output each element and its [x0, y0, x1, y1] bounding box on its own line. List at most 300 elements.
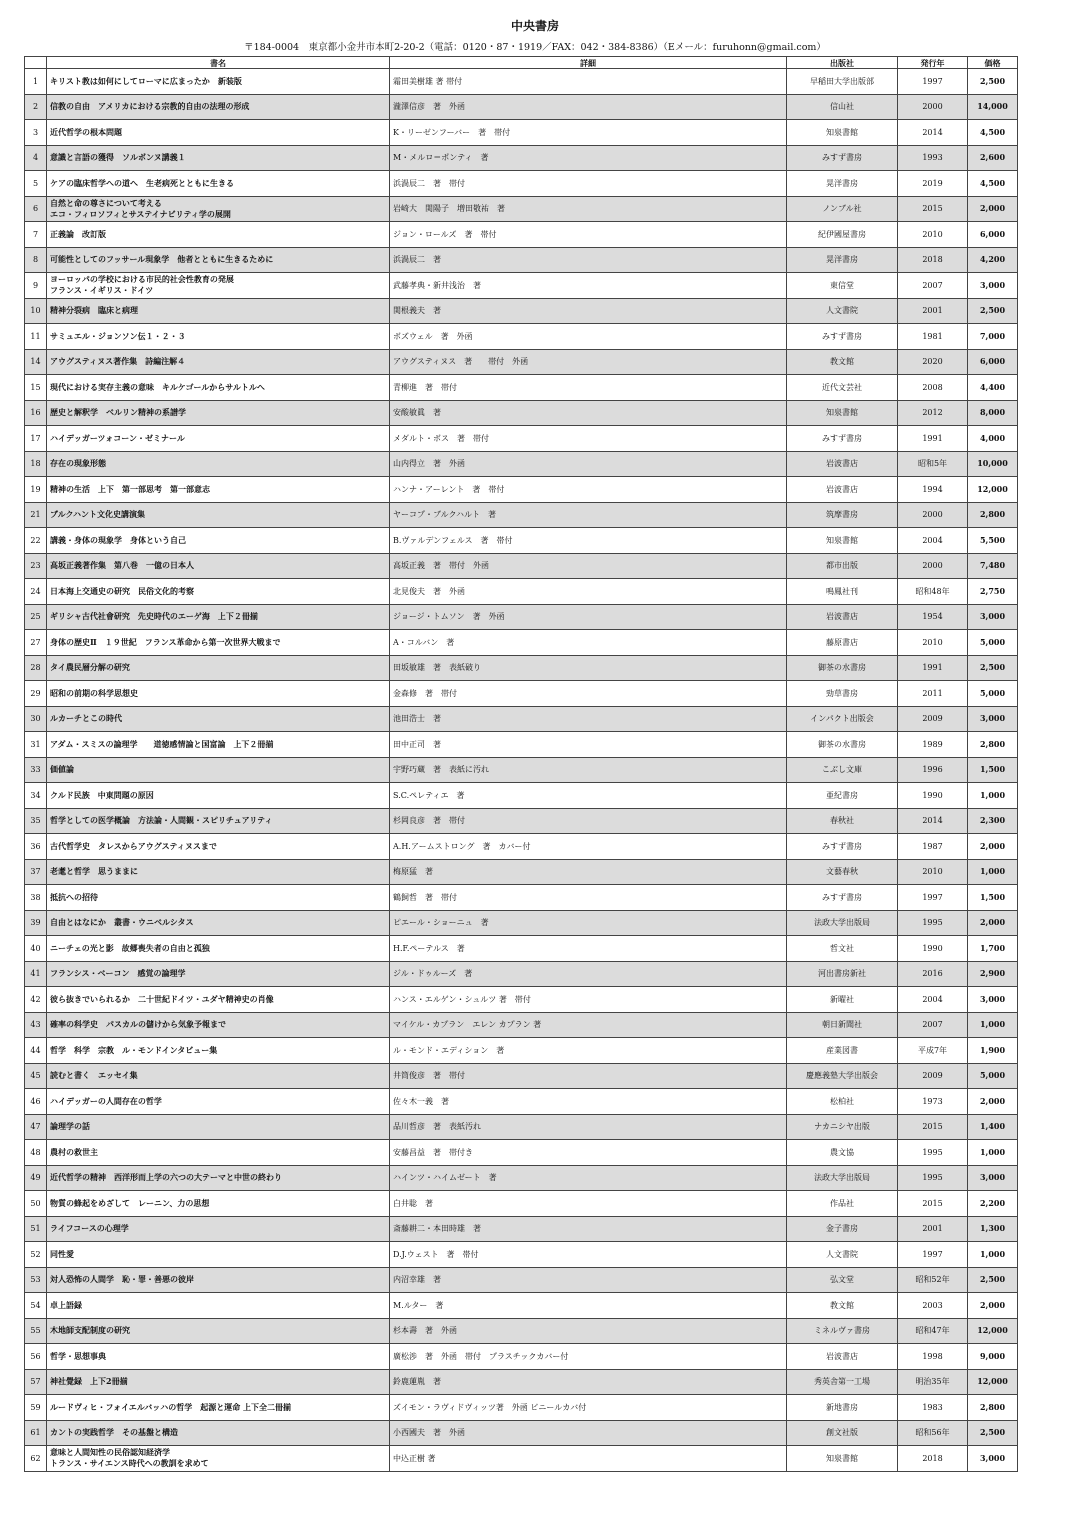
book-publisher: 慶應義塾大学出版会	[787, 1063, 898, 1089]
book-title: 哲学 科学 宗教 ル・モンドインタビュー集	[47, 1038, 390, 1064]
book-publisher: 農文協	[787, 1140, 898, 1166]
row-number: 3	[25, 120, 47, 146]
row-number: 27	[25, 630, 47, 656]
table-row	[25, 859, 1018, 885]
table-row	[25, 273, 1018, 299]
book-detail: ハンナ・アーレント 著 帯付	[390, 477, 787, 503]
book-detail: ジョージ・トムソン 著 外函	[390, 604, 787, 630]
book-publisher: 河出書房新社	[787, 961, 898, 987]
row-number: 43	[25, 1012, 47, 1038]
table-row	[25, 171, 1018, 197]
book-publisher: 知泉書館	[787, 120, 898, 146]
book-price: 14,000	[968, 94, 1018, 120]
book-title: ルカーチとこの時代	[47, 706, 390, 732]
book-title: キリスト教は如何にしてローマに広まったか 新装版	[47, 69, 390, 95]
book-price: 1,000	[968, 1242, 1018, 1268]
book-price: 2,800	[968, 1395, 1018, 1421]
book-publisher: 作品社	[787, 1191, 898, 1217]
book-detail: M・メルロ＝ポンティ 著	[390, 145, 787, 171]
book-price: 2,500	[968, 1267, 1018, 1293]
book-price: 2,800	[968, 732, 1018, 758]
book-price: 4,500	[968, 120, 1018, 146]
row-number: 29	[25, 681, 47, 707]
book-title: 講義・身体の現象学 身体という自己	[47, 528, 390, 554]
book-detail: A.H.アームストロング 著 カバー付	[390, 834, 787, 860]
book-title: 彼ら抜きでいられるか 二十世紀ドイツ・ユダヤ精神史の肖像	[47, 987, 390, 1013]
book-title: 物質の蜂起をめざして レーニン、力の思想	[47, 1191, 390, 1217]
row-number: 44	[25, 1038, 47, 1064]
book-year: 2019	[898, 171, 968, 197]
table-row	[25, 936, 1018, 962]
book-price: 1,000	[968, 1012, 1018, 1038]
book-publisher: 知泉書館	[787, 1446, 898, 1472]
book-title: 読むと書く エッセイ集	[47, 1063, 390, 1089]
header-publisher: 出版社	[787, 57, 898, 69]
row-number: 39	[25, 910, 47, 936]
book-price: 3,000	[968, 604, 1018, 630]
table-row	[25, 426, 1018, 452]
book-publisher: 藤原書店	[787, 630, 898, 656]
table-row	[25, 247, 1018, 273]
row-number: 35	[25, 808, 47, 834]
table-row	[25, 1038, 1018, 1064]
book-title: 正義論 改訂版	[47, 222, 390, 248]
book-detail: K・リーゼンフーバー 著 帯付	[390, 120, 787, 146]
book-price: 2,500	[968, 1420, 1018, 1446]
book-price: 3,000	[968, 706, 1018, 732]
book-price: 1,300	[968, 1216, 1018, 1242]
book-year: 2000	[898, 502, 968, 528]
book-publisher: 新地書房	[787, 1395, 898, 1421]
book-price: 5,500	[968, 528, 1018, 554]
book-title: 古代哲学史 タレスからアウグスティヌスまで	[47, 834, 390, 860]
row-number: 2	[25, 94, 47, 120]
book-year: 2010	[898, 222, 968, 248]
book-year: 2016	[898, 961, 968, 987]
book-year: 2008	[898, 375, 968, 401]
table-row	[25, 1318, 1018, 1344]
book-detail: 梅原猛 著	[390, 859, 787, 885]
table-row	[25, 732, 1018, 758]
table-row	[25, 528, 1018, 554]
book-detail: 霜田美樹雄 著 帯付	[390, 69, 787, 95]
book-year: 2015	[898, 1114, 968, 1140]
row-number: 23	[25, 553, 47, 579]
book-detail: ル・モンド・エディション 著	[390, 1038, 787, 1064]
row-number: 1	[25, 69, 47, 95]
book-title: ハイデッガーツォコーン・ゼミナール	[47, 426, 390, 452]
header-detail: 詳細	[390, 57, 787, 69]
book-detail: 岩崎大 関陽子 増田敬祐 著	[390, 196, 787, 222]
header-price: 価格	[968, 57, 1018, 69]
row-number: 10	[25, 298, 47, 324]
book-title: 確率の科学史 パスカルの儲けから気象予報まで	[47, 1012, 390, 1038]
table-row	[25, 1395, 1018, 1421]
book-price: 4,200	[968, 247, 1018, 273]
book-detail: ハンス・エルゲン・シュルツ 著 帯付	[390, 987, 787, 1013]
book-title: 可能性としてのフッサール現象学 他者とともに生きるために	[47, 247, 390, 273]
book-price: 2,000	[968, 1089, 1018, 1115]
book-year: 2018	[898, 1446, 968, 1472]
book-year: 2007	[898, 273, 968, 299]
row-number: 28	[25, 655, 47, 681]
book-publisher: こぶし文庫	[787, 757, 898, 783]
book-price: 5,000	[968, 1063, 1018, 1089]
book-detail: ズイモン・ラヴィドヴィッツ著 外函 ビニールカバ付	[390, 1395, 787, 1421]
book-detail: マイケル・カプラン エレン カプラン 著	[390, 1012, 787, 1038]
book-detail: 浜渦辰二 著 帯付	[390, 171, 787, 197]
book-price: 2,500	[968, 655, 1018, 681]
book-title: 高坂正義著作集 第八巻 一億の日本人	[47, 553, 390, 579]
book-title: ケアの臨床哲学への道へ 生老病死とともに生きる	[47, 171, 390, 197]
row-number: 24	[25, 579, 47, 605]
table-row	[25, 69, 1018, 95]
book-price: 5,000	[968, 681, 1018, 707]
book-year: 2003	[898, 1293, 968, 1319]
book-price: 1,500	[968, 757, 1018, 783]
book-title: ブルクハント文化史講演集	[47, 502, 390, 528]
book-title: カントの実践哲学 その基盤と構造	[47, 1420, 390, 1446]
book-publisher: 教文館	[787, 349, 898, 375]
book-price: 2,000	[968, 910, 1018, 936]
table-header-row	[25, 57, 1018, 69]
table-row	[25, 783, 1018, 809]
book-publisher: 晃洋書房	[787, 247, 898, 273]
book-publisher: 人文書院	[787, 1242, 898, 1268]
book-price: 1,400	[968, 1114, 1018, 1140]
book-year: 1995	[898, 1165, 968, 1191]
book-price: 3,000	[968, 1165, 1018, 1191]
book-price: 12,000	[968, 1369, 1018, 1395]
book-year: 1973	[898, 1089, 968, 1115]
book-year: 2018	[898, 247, 968, 273]
row-number: 41	[25, 961, 47, 987]
book-publisher: 法政大学出版局	[787, 910, 898, 936]
table-row	[25, 553, 1018, 579]
book-year: 1954	[898, 604, 968, 630]
book-publisher: 早稲田大学出版部	[787, 69, 898, 95]
table-row	[25, 324, 1018, 350]
row-number: 7	[25, 222, 47, 248]
book-publisher: 勁草書房	[787, 681, 898, 707]
book-price: 2,800	[968, 502, 1018, 528]
table-row	[25, 375, 1018, 401]
row-number: 55	[25, 1318, 47, 1344]
row-number: 6	[25, 196, 47, 222]
book-publisher: 文藝春秋	[787, 859, 898, 885]
row-number: 48	[25, 1140, 47, 1166]
book-title: 老耄と哲学 思うままに	[47, 859, 390, 885]
book-price: 4,500	[968, 171, 1018, 197]
table-body	[25, 69, 1018, 1472]
book-title: 存在の現象形態	[47, 451, 390, 477]
table-row	[25, 349, 1018, 375]
book-title: ヨーロッパの学校における市民的社会性教育の発展 フランス・イギリス・ドイツ	[47, 273, 390, 299]
book-detail: 金森修 著 帯付	[390, 681, 787, 707]
book-year: 昭和52年	[898, 1267, 968, 1293]
book-publisher: 産業図書	[787, 1038, 898, 1064]
row-number: 56	[25, 1344, 47, 1370]
book-publisher: 教文館	[787, 1293, 898, 1319]
row-number: 14	[25, 349, 47, 375]
book-detail: ジル・ドゥルーズ 著	[390, 961, 787, 987]
row-number: 38	[25, 885, 47, 911]
book-publisher: 岩波書店	[787, 604, 898, 630]
book-publisher: 近代文芸社	[787, 375, 898, 401]
book-year: 1995	[898, 1140, 968, 1166]
book-detail: アウグスティヌス 著 帯付 外函	[390, 349, 787, 375]
book-publisher: ナカニシヤ出版	[787, 1114, 898, 1140]
book-price: 1,000	[968, 859, 1018, 885]
book-year: 2001	[898, 298, 968, 324]
row-number: 36	[25, 834, 47, 860]
book-detail: ヤーコプ・ブルクハルト 著	[390, 502, 787, 528]
book-title: 農村の救世主	[47, 1140, 390, 1166]
book-detail: 宇野巧蔵 著 表紙に汚れ	[390, 757, 787, 783]
book-publisher: 晃洋書房	[787, 171, 898, 197]
book-title: ニーチェの光と影 故郷喪失者の自由と孤独	[47, 936, 390, 962]
row-number: 30	[25, 706, 47, 732]
table-row	[25, 298, 1018, 324]
book-publisher: 鳴鳳社刊	[787, 579, 898, 605]
book-price: 1,500	[968, 885, 1018, 911]
table-row	[25, 1165, 1018, 1191]
row-number: 18	[25, 451, 47, 477]
book-year: 2000	[898, 94, 968, 120]
book-year: 2020	[898, 349, 968, 375]
book-year: 1995	[898, 910, 968, 936]
book-publisher: 御茶の水書房	[787, 732, 898, 758]
book-publisher: 知泉書館	[787, 528, 898, 554]
table-row	[25, 1344, 1018, 1370]
book-year: 2010	[898, 630, 968, 656]
book-detail: 白井聡 著	[390, 1191, 787, 1217]
book-price: 1,000	[968, 1140, 1018, 1166]
book-year: 2010	[898, 859, 968, 885]
book-publisher: 新曜社	[787, 987, 898, 1013]
book-title: タイ農民層分解の研究	[47, 655, 390, 681]
book-detail: 青柳進 著 帯付	[390, 375, 787, 401]
book-title: 日本海上交通史の研究 民俗文化的考察	[47, 579, 390, 605]
book-detail: 中込正樹 著	[390, 1446, 787, 1472]
table-row	[25, 706, 1018, 732]
book-publisher: 亜紀書房	[787, 783, 898, 809]
book-price: 1,900	[968, 1038, 1018, 1064]
book-publisher: 岩波書店	[787, 451, 898, 477]
table-row	[25, 579, 1018, 605]
book-publisher: 紀伊國屋書房	[787, 222, 898, 248]
row-number: 8	[25, 247, 47, 273]
book-publisher: 東信堂	[787, 273, 898, 299]
book-year: 明治35年	[898, 1369, 968, 1395]
book-publisher: 朝日新聞社	[787, 1012, 898, 1038]
book-price: 2,900	[968, 961, 1018, 987]
book-title: 木地師支配制度の研究	[47, 1318, 390, 1344]
book-detail: 田坂敏雄 著 表紙破り	[390, 655, 787, 681]
book-year: 2012	[898, 400, 968, 426]
book-title: 抵抗への招待	[47, 885, 390, 911]
book-detail: 池田浩士 著	[390, 706, 787, 732]
book-year: 1990	[898, 783, 968, 809]
book-publisher: インパクト出版会	[787, 706, 898, 732]
book-year: 1989	[898, 732, 968, 758]
book-year: 1991	[898, 426, 968, 452]
book-detail: A・コルバン 著	[390, 630, 787, 656]
book-detail: 内沼幸雄 著	[390, 1267, 787, 1293]
book-detail: ボズウェル 著 外函	[390, 324, 787, 350]
book-year: 2000	[898, 553, 968, 579]
row-number: 25	[25, 604, 47, 630]
book-detail: 山内得立 著 外函	[390, 451, 787, 477]
book-publisher: 哲文社	[787, 936, 898, 962]
book-publisher: みすず書房	[787, 145, 898, 171]
row-number: 49	[25, 1165, 47, 1191]
book-title: 近代哲学の精神 西洋形而上学の六つの大テーマと中世の終わり	[47, 1165, 390, 1191]
book-year: 2015	[898, 1191, 968, 1217]
book-title: ルードヴィヒ・フォイエルバッハの哲学 起源と運命 上下全二冊揃	[47, 1395, 390, 1421]
book-publisher: 岩波書店	[787, 1344, 898, 1370]
row-number: 51	[25, 1216, 47, 1242]
book-publisher: 春秋社	[787, 808, 898, 834]
table-row	[25, 502, 1018, 528]
row-number: 19	[25, 477, 47, 503]
book-price: 12,000	[968, 1318, 1018, 1344]
book-detail: 杉本壽 著 外函	[390, 1318, 787, 1344]
row-number: 59	[25, 1395, 47, 1421]
book-price: 7,480	[968, 553, 1018, 579]
table-row	[25, 885, 1018, 911]
book-detail: 武藤孝典・新井浅治 著	[390, 273, 787, 299]
table-row	[25, 1063, 1018, 1089]
row-number: 47	[25, 1114, 47, 1140]
table-row	[25, 630, 1018, 656]
book-price: 4,400	[968, 375, 1018, 401]
book-price: 8,000	[968, 400, 1018, 426]
book-title: 信教の自由 アメリカにおける宗教的自由の法理の形成	[47, 94, 390, 120]
book-detail: 小西國夫 著 外函	[390, 1420, 787, 1446]
book-title: 同性愛	[47, 1242, 390, 1268]
book-detail: S.C.ペレティエ 著	[390, 783, 787, 809]
book-price: 2,200	[968, 1191, 1018, 1217]
book-price: 2,000	[968, 1293, 1018, 1319]
row-number: 57	[25, 1369, 47, 1395]
book-publisher: 創文社版	[787, 1420, 898, 1446]
book-title: 自然と命の尊さについて考える エコ・フィロソフィとサステイナビリティ学の展開	[47, 196, 390, 222]
book-detail: ピエール・ショーニュ 著	[390, 910, 787, 936]
book-year: 2001	[898, 1216, 968, 1242]
book-year: 平成7年	[898, 1038, 968, 1064]
row-number: 34	[25, 783, 47, 809]
store-address: 〒184-0004 東京都小金井市本町2-20-2（電話：0120・87・1919／FAX：042・384-8386）（Eメール：furuhonn@gmail.com）	[244, 42, 826, 53]
row-number: 5	[25, 171, 47, 197]
book-title: 精神の生活 上下 第一部思考 第一部意志	[47, 477, 390, 503]
book-year: 昭和48年	[898, 579, 968, 605]
book-detail: M.ルター 著	[390, 1293, 787, 1319]
row-number: 42	[25, 987, 47, 1013]
book-year: 昭和47年	[898, 1318, 968, 1344]
book-detail: 北見俊夫 著 外函	[390, 579, 787, 605]
row-number: 15	[25, 375, 47, 401]
header-title: 書名	[47, 57, 390, 69]
book-title: 精神分裂病 臨床と病理	[47, 298, 390, 324]
book-year: 1998	[898, 1344, 968, 1370]
book-title: 現代における実存主義の意味 キルケゴールからサルトルへ	[47, 375, 390, 401]
book-publisher: 筑摩書房	[787, 502, 898, 528]
book-publisher: 法政大学出版局	[787, 1165, 898, 1191]
table-row	[25, 1267, 1018, 1293]
book-year: 2011	[898, 681, 968, 707]
table-row	[25, 1293, 1018, 1319]
book-detail: H.F.ペーテルス 著	[390, 936, 787, 962]
book-detail: 佐々木一義 著	[390, 1089, 787, 1115]
table-row	[25, 1369, 1018, 1395]
row-number: 22	[25, 528, 47, 554]
book-price: 7,000	[968, 324, 1018, 350]
book-publisher: みすず書房	[787, 324, 898, 350]
book-title: 歴史と解釈学 ベルリン精神の系譜学	[47, 400, 390, 426]
table-row	[25, 145, 1018, 171]
book-title: ギリシャ古代社會研究 先史時代のエーゲ海 上下２冊揃	[47, 604, 390, 630]
book-detail: 廣松渉 著 外函 帯付 プラスチックカバー付	[390, 1344, 787, 1370]
row-number: 17	[25, 426, 47, 452]
book-detail: 安酸敏眞 著	[390, 400, 787, 426]
book-year: 1991	[898, 655, 968, 681]
book-year: 2009	[898, 1063, 968, 1089]
book-year: 2015	[898, 196, 968, 222]
book-detail: 田中正司 著	[390, 732, 787, 758]
table-row	[25, 604, 1018, 630]
table-row	[25, 1242, 1018, 1268]
book-price: 2,300	[968, 808, 1018, 834]
table-row	[25, 1114, 1018, 1140]
row-number: 46	[25, 1089, 47, 1115]
table-row	[25, 477, 1018, 503]
row-number: 52	[25, 1242, 47, 1268]
book-price: 2,000	[968, 196, 1018, 222]
book-year: 1997	[898, 885, 968, 911]
table-row	[25, 1420, 1018, 1446]
book-title: 論理学の話	[47, 1114, 390, 1140]
table-row	[25, 655, 1018, 681]
book-title: フランシス・ベーコン 感覚の論理学	[47, 961, 390, 987]
page-title: 中央書房	[510, 19, 559, 33]
book-publisher: 都市出版	[787, 553, 898, 579]
book-price: 5,000	[968, 630, 1018, 656]
book-title: アウグスティヌス著作集 詩編注解４	[47, 349, 390, 375]
book-publisher: 秀英舎第一工場	[787, 1369, 898, 1395]
book-title: 意識と言語の獲得 ソルボンヌ講義１	[47, 145, 390, 171]
book-list-table	[24, 56, 1018, 1472]
book-publisher: 御茶の水書房	[787, 655, 898, 681]
book-year: 1994	[898, 477, 968, 503]
header-year: 発行年	[898, 57, 968, 69]
table-row	[25, 1191, 1018, 1217]
book-title: アダム・スミスの論理学 道徳感情論と国富論 上下２冊揃	[47, 732, 390, 758]
book-year: 昭和5年	[898, 451, 968, 477]
row-number: 45	[25, 1063, 47, 1089]
book-price: 2,500	[968, 69, 1018, 95]
table-row	[25, 1446, 1018, 1472]
book-publisher: 知泉書館	[787, 400, 898, 426]
book-publisher: みすず書房	[787, 885, 898, 911]
book-title: ハイデッガーの人間存在の哲学	[47, 1089, 390, 1115]
book-detail: ジョン・ロールズ 著 帯付	[390, 222, 787, 248]
book-detail: 品川哲彦 著 表紙汚れ	[390, 1114, 787, 1140]
book-price: 6,000	[968, 222, 1018, 248]
book-price: 4,000	[968, 426, 1018, 452]
book-detail: 鶴飼哲 著 帯付	[390, 885, 787, 911]
book-year: 2014	[898, 120, 968, 146]
